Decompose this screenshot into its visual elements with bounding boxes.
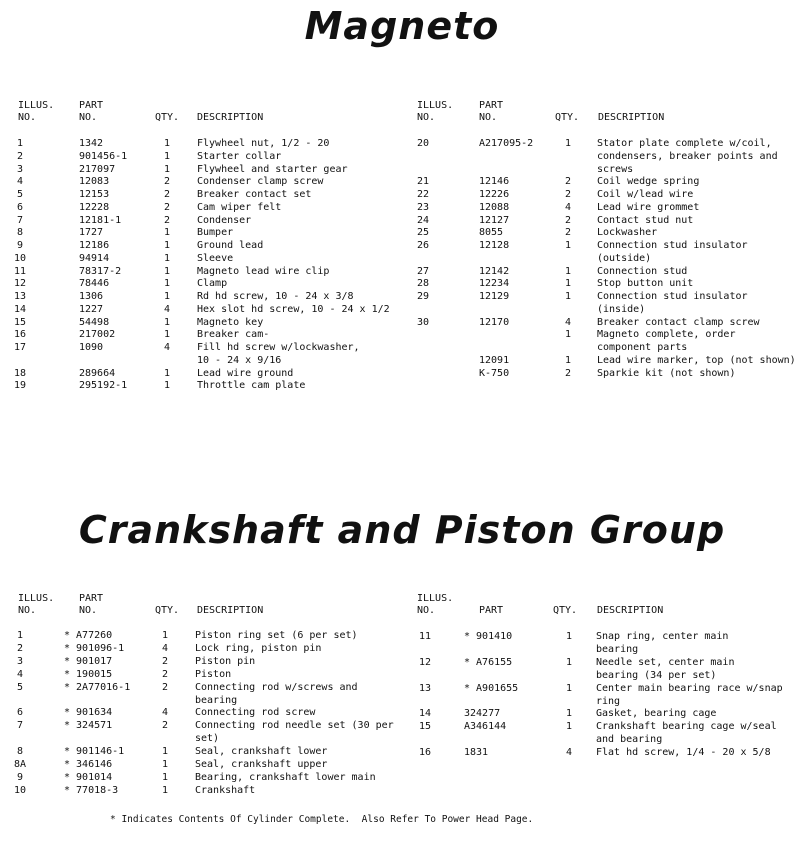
hdr-partno: NO. — [79, 112, 98, 123]
description: Connection stud — [597, 265, 688, 277]
crank-right-header-desc: DESCRIPTION — [597, 605, 664, 616]
qty: 1 — [163, 278, 171, 290]
description: bearing — [195, 694, 238, 706]
qty: 2 — [564, 176, 572, 188]
qty: 2 — [564, 214, 572, 226]
part-no: 12170 — [479, 316, 510, 328]
qty: 1 — [161, 784, 169, 796]
description: ring — [596, 695, 621, 707]
description: Coil wedge spring — [597, 176, 700, 188]
hdr-no: NO. — [18, 605, 37, 616]
part-no: 12228 — [79, 201, 110, 213]
qty: 4 — [565, 747, 573, 759]
illus-no: 1 — [16, 630, 24, 641]
part-no: 12142 — [479, 265, 510, 277]
hdr-part: PART — [79, 100, 104, 111]
illus-no: 10 — [13, 784, 27, 796]
description: Sleeve — [197, 252, 234, 264]
description: Crankshaft bearing cage w/seal — [596, 721, 777, 733]
qty: 4 — [161, 642, 169, 654]
illus-no: 30 — [416, 316, 430, 328]
qty: 2 — [161, 681, 169, 693]
illus-no: 7 — [16, 720, 24, 732]
illus-no: 4 — [16, 176, 24, 188]
description: Clamp — [197, 278, 228, 290]
description: Magneto lead wire clip — [197, 265, 330, 277]
description: Snap ring, center main — [596, 631, 729, 642]
footnote: * Indicates Contents Of Cylinder Complete. Also Refer To Power Head Page. — [110, 814, 534, 825]
qty: 1 — [163, 138, 171, 149]
description: Breaker contact set — [197, 189, 312, 200]
description: 10 - 24 x 9/16 — [197, 354, 282, 366]
crankshaft-title: Crankshaft and Piston Group — [78, 508, 726, 552]
hdr-part: PART — [479, 100, 504, 111]
illus-no: 21 — [416, 176, 430, 188]
qty: 1 — [565, 682, 573, 694]
qty: 1 — [163, 329, 171, 341]
illus-no: 11 — [418, 631, 432, 642]
qty: 1 — [163, 367, 171, 379]
mag-left-header-part — [79, 100, 103, 124]
hdr-illus: ILLUS. — [18, 593, 55, 604]
mag-left-header-qty: QTY. — [155, 112, 180, 123]
illus-no: 1 — [16, 138, 24, 149]
qty: 4 — [564, 201, 572, 213]
illus-no: 24 — [416, 214, 430, 226]
mag-left-header-desc: DESCRIPTION — [197, 112, 264, 123]
qty: 1 — [564, 329, 572, 341]
description: Cam wiper felt — [197, 201, 282, 213]
qty: 1 — [163, 240, 171, 251]
magneto-title: Magneto — [304, 4, 500, 48]
qty: 1 — [161, 630, 169, 641]
illus-no: 6 — [16, 201, 24, 213]
illus-no: 22 — [416, 189, 430, 200]
hdr-illus: ILLUS. — [417, 593, 454, 604]
crank-right-header-qty: QTY. — [553, 605, 578, 616]
illus-no: 12 — [418, 656, 432, 668]
part-no: 54498 — [79, 316, 110, 328]
part-no: * A77260 — [64, 630, 113, 641]
qty: 2 — [163, 189, 171, 200]
part-no: 12083 — [79, 176, 110, 188]
illus-no: 16 — [418, 747, 432, 759]
part-no: 1342 — [79, 138, 104, 149]
description: (outside) — [597, 252, 652, 264]
part-no: * 346146 — [64, 759, 113, 770]
illus-no: 15 — [13, 316, 27, 328]
part-no: 12129 — [479, 291, 510, 302]
qty: 4 — [564, 316, 572, 328]
description: Magneto key — [197, 316, 264, 328]
illus-no: 25 — [416, 227, 430, 239]
description: Throttle cam plate — [197, 380, 306, 392]
illus-no: 7 — [16, 214, 24, 226]
illus-no: 2 — [16, 150, 24, 162]
description: Condenser clamp screw — [197, 176, 324, 188]
part-no: 12088 — [479, 201, 510, 213]
mag-left-header-illus — [18, 100, 54, 124]
part-no: 217002 — [79, 329, 116, 341]
part-no: 1090 — [79, 342, 104, 353]
part-no: * A76155 — [464, 656, 513, 668]
part-no: 295192-1 — [79, 380, 128, 392]
description: bearing — [596, 643, 639, 655]
description: Breaker cam- — [197, 329, 270, 341]
description: Lead wire marker, top (not shown) — [597, 354, 796, 366]
qty: 1 — [163, 291, 171, 302]
illus-no: 14 — [418, 708, 432, 720]
part-no: 94914 — [79, 252, 110, 264]
qty: 1 — [161, 771, 169, 783]
description: screws — [597, 163, 634, 175]
part-no: * 901096-1 — [64, 642, 125, 654]
crank-left-header-desc: DESCRIPTION — [197, 605, 264, 616]
description: Lead wire ground — [197, 367, 294, 379]
part-no: 901456-1 — [79, 150, 128, 162]
description: Flat hd screw, 1/4 - 20 x 5/8 — [596, 747, 771, 759]
illus-no: 8A — [13, 759, 27, 770]
description: Connection stud insulator — [597, 240, 748, 251]
hdr-part: PART — [79, 593, 104, 604]
part-no: * 324571 — [64, 720, 113, 732]
description: Connecting rod w/screws and — [195, 681, 358, 693]
description: Lock ring, piston pin — [195, 642, 322, 654]
illus-no: 18 — [13, 367, 27, 379]
description: Crankshaft — [195, 784, 256, 796]
part-no: * 901634 — [64, 707, 113, 719]
qty: 2 — [564, 189, 572, 200]
part-no: 12181-1 — [79, 214, 122, 226]
description: Breaker contact clamp screw — [597, 316, 760, 328]
mag-right-header-desc: DESCRIPTION — [598, 112, 665, 123]
part-no: * A901655 — [464, 682, 519, 694]
hdr-partno: NO. — [79, 605, 98, 616]
description: Seal, crankshaft upper — [195, 759, 328, 770]
part-no: 12186 — [79, 240, 110, 251]
illus-no: 19 — [13, 380, 27, 392]
description: Fill hd screw w/lockwasher, — [197, 342, 360, 353]
qty: 1 — [564, 291, 572, 302]
qty: 1 — [163, 380, 171, 392]
illus-no: 16 — [13, 329, 27, 341]
part-no: 12226 — [479, 189, 510, 200]
description: Coil w/lead wire — [597, 189, 694, 200]
illus-no: 13 — [418, 682, 432, 694]
part-no: * 77018-3 — [64, 784, 119, 796]
description: Condenser — [197, 214, 252, 226]
description: Lead wire grommet — [597, 201, 700, 213]
part-no: 12146 — [479, 176, 510, 188]
illus-no: 8 — [16, 746, 24, 758]
description: Bumper — [197, 227, 234, 239]
hdr-no: NO. — [18, 112, 37, 123]
description: Contact stud nut — [597, 214, 694, 226]
qty: 1 — [161, 759, 169, 770]
description: Connection stud insulator — [597, 291, 748, 302]
part-no: * 901410 — [464, 631, 513, 642]
part-no: 1727 — [79, 227, 104, 239]
qty: 1 — [163, 227, 171, 239]
hdr-illus: ILLUS. — [417, 100, 454, 111]
part-no: 1831 — [464, 747, 489, 759]
part-no: * 190015 — [64, 668, 113, 680]
illus-no: 28 — [416, 278, 430, 290]
hdr-partno: NO. — [479, 112, 498, 123]
qty: 1 — [565, 656, 573, 668]
qty: 1 — [565, 708, 573, 720]
description: Rd hd screw, 10 - 24 x 3/8 — [197, 291, 354, 302]
qty: 1 — [163, 265, 171, 277]
qty: 2 — [163, 214, 171, 226]
hdr-no: NO. — [417, 605, 436, 616]
part-no: * 2A77016-1 — [64, 681, 131, 693]
qty: 2 — [564, 367, 572, 379]
description: Center main bearing race w/snap — [596, 682, 783, 694]
qty: 1 — [565, 721, 573, 733]
qty: 1 — [564, 354, 572, 366]
description: condensers, breaker points and — [597, 150, 778, 162]
description: Ground lead — [197, 240, 264, 251]
qty: 1 — [163, 252, 171, 264]
illus-no: 9 — [16, 240, 24, 251]
qty: 1 — [564, 265, 572, 277]
illus-no: 14 — [13, 303, 27, 315]
part-no: A217095-2 — [479, 138, 534, 149]
illus-no: 3 — [16, 163, 24, 175]
illus-no: 12 — [13, 278, 27, 290]
description: Piston ring set (6 per set) — [195, 630, 358, 641]
illus-no: 3 — [16, 655, 24, 667]
illus-no: 15 — [418, 721, 432, 733]
illus-no: 8 — [16, 227, 24, 239]
qty: 1 — [565, 631, 573, 642]
qty: 2 — [564, 227, 572, 239]
illus-no: 20 — [416, 138, 430, 149]
illus-no: 13 — [13, 291, 27, 302]
qty: 2 — [161, 655, 169, 667]
description: Starter collar — [197, 150, 282, 162]
description: Bearing, crankshaft lower main — [195, 771, 376, 783]
description: set) — [195, 733, 220, 745]
qty: 1 — [163, 150, 171, 162]
part-no: 324277 — [464, 708, 501, 720]
description: Seal, crankshaft lower — [195, 746, 328, 758]
qty: 4 — [163, 342, 171, 353]
description: Lockwasher — [597, 227, 658, 239]
qty: 4 — [161, 707, 169, 719]
illus-no: 27 — [416, 265, 430, 277]
description: Stator plate complete w/coil, — [597, 138, 772, 149]
part-no: * 901017 — [64, 655, 113, 667]
part-no: 78446 — [79, 278, 110, 290]
crank-left-header-part — [79, 593, 103, 617]
crank-left-header-illus — [18, 593, 54, 617]
mag-right-header-illus — [417, 100, 453, 124]
qty: 2 — [163, 176, 171, 188]
part-no: 12128 — [479, 240, 510, 251]
description: Hex slot hd screw, 10 - 24 x 1/2 — [197, 303, 390, 315]
part-no: 217097 — [79, 163, 116, 175]
description: Connecting rod needle set (30 per — [195, 720, 394, 732]
qty: 2 — [161, 720, 169, 732]
illus-no: 26 — [416, 240, 430, 251]
illus-no: 5 — [16, 681, 24, 693]
mag-right-header-part — [479, 100, 503, 124]
part-no: K-750 — [479, 367, 510, 379]
qty: 1 — [564, 138, 572, 149]
part-no: 78317-2 — [79, 265, 122, 277]
description: Magneto complete, order — [597, 329, 736, 341]
crank-left-header-qty: QTY. — [155, 605, 180, 616]
description: Piston pin — [195, 655, 256, 667]
qty: 2 — [161, 668, 169, 680]
description: Needle set, center main — [596, 656, 735, 668]
description: Stop button unit — [597, 278, 694, 290]
description: Connecting rod screw — [195, 707, 316, 719]
illus-no: 6 — [16, 707, 24, 719]
part-no: 8055 — [479, 227, 504, 239]
illus-no: 2 — [16, 642, 24, 654]
part-no: A346144 — [464, 721, 507, 733]
mag-right-header-qty: QTY. — [555, 112, 580, 123]
illus-no: 23 — [416, 201, 430, 213]
illus-no: 29 — [416, 291, 430, 302]
illus-no: 17 — [13, 342, 27, 353]
qty: 1 — [161, 746, 169, 758]
qty: 2 — [163, 201, 171, 213]
crank-right-header-illus — [417, 593, 453, 617]
part-no: 289664 — [79, 367, 116, 379]
qty: 1 — [163, 316, 171, 328]
illus-no: 9 — [16, 771, 24, 783]
qty: 1 — [163, 163, 171, 175]
illus-no: 4 — [16, 668, 24, 680]
part-no: 12153 — [79, 189, 110, 200]
description: (inside) — [597, 303, 646, 315]
illus-no: 11 — [13, 265, 27, 277]
part-no: * 901146-1 — [64, 746, 125, 758]
part-no: 12127 — [479, 214, 510, 226]
description: Gasket, bearing cage — [596, 708, 717, 720]
description: component parts — [597, 342, 688, 353]
part-no: 1306 — [79, 291, 104, 302]
description: and bearing — [596, 734, 663, 746]
qty: 4 — [163, 303, 171, 315]
illus-no: 10 — [13, 252, 27, 264]
description: Flywheel and starter gear — [197, 163, 348, 175]
qty: 1 — [564, 240, 572, 251]
hdr-no: NO. — [417, 112, 436, 123]
description: bearing (34 per set) — [596, 669, 717, 681]
description: Flywheel nut, 1/2 - 20 — [197, 138, 330, 149]
illus-no: 5 — [16, 189, 24, 200]
part-no: 12234 — [479, 278, 510, 290]
part-no: * 901014 — [64, 771, 113, 783]
crank-right-header-part: PART — [479, 605, 504, 616]
part-no: 1227 — [79, 303, 104, 315]
description: Sparkie kit (not shown) — [597, 367, 736, 379]
qty: 1 — [564, 278, 572, 290]
description: Piston — [195, 668, 232, 680]
hdr-illus: ILLUS. — [18, 100, 55, 111]
part-no: 12091 — [479, 354, 510, 366]
